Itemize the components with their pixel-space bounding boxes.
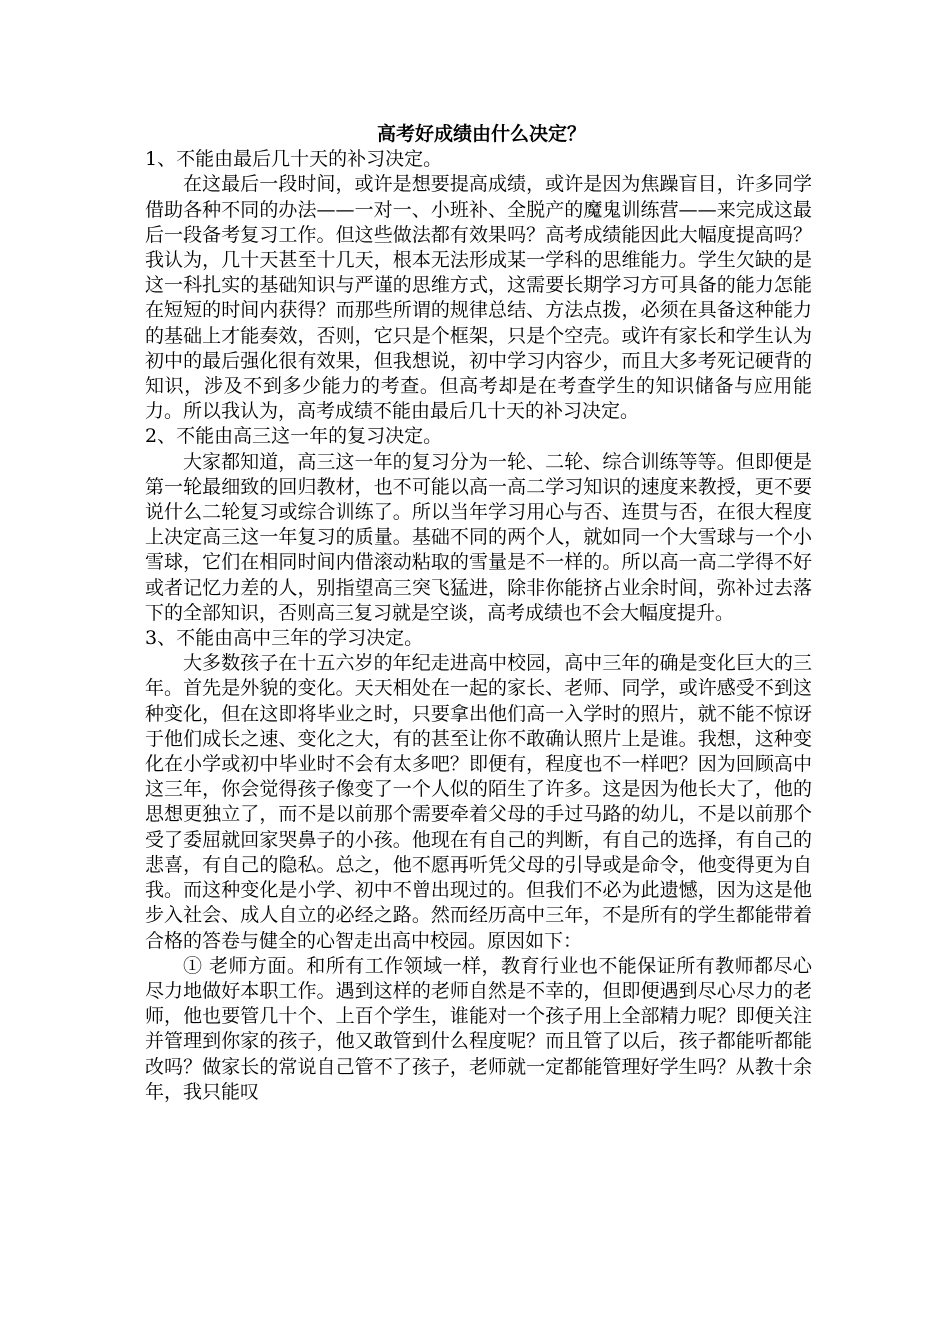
section-heading-2: 2、不能由高三这一年的复习决定。 [145,425,443,448]
section-1-paragraph-1: 在这最后一段时间，或许是想要提高成绩，或许是因为焦躁盲目，许多同学借助各种不同的办法——一对一、小班补、全脱产的魔鬼训练营——来完成这最后一段备考复习工作。但这些做法都有效果吗？高考成绩能因此大幅度提高吗？我认为，几十天甚至十几天，根本无法形成某一学科的思维能力。学生欠缺的是这一科扎实的基础知识与严谨的思维方式，这需要长期学习方可具备的能力怎能在短短的时间内获得？而那些所谓的规律总结、方法点拨，必须在具备这种能力的基础上才能奏效，否则，它只是个框架，只是个空壳。或许有家长和学生认为初中的最后强化很有效果，但我想说，初中学习内容少，而且大多考死记硬背的知识，涉及不到多少能力的考查。但高考却是在考查学生的知识储备与应用能力。所以我认为，高考成绩不能由最后几十天的补习决定。 [145,173,812,423]
section-3-paragraph-1: 大多数孩子在十五六岁的年纪走进高中校园，高中三年的确是变化巨大的三年。首先是外貌的变化。天天相处在一起的家长、老师、同学，或许感受不到这种变化，但在这即将毕业之时，只要拿出他们高一入学时的照片，就不能不惊讶于他们成长之速、变化之大，有的甚至让你不敢确认照片上是谁。我想，这种变化在小学或初中毕业时不会有太多吧？即便有，程度也不一样吧？因为回顾高中这三年，你会觉得孩子像变了一个人似的陌生了许多。这是因为他长大了，他的思想更独立了，而不是以前那个需要牵着父母的手过马路的幼儿，不是以前那个受了委屈就回家哭鼻子的小孩。他现在有自己的判断，有自己的选择，有自己的悲喜，有自己的隐私。总之，他不愿再听凭父母的引导或是命令，他变得更为自我。而这种变化是小学、初中不曾出现过的。但我们不必为此遗憾，因为这是他步入社会、成人自立的必经之路。然而经历高中三年，不是所有的学生都能带着合格的答卷与健全的心智走出高中校园。原因如下： [145,652,812,952]
section-heading-1: 1、不能由最后几十天的补习决定。 [145,148,443,171]
section-2-paragraph-1: 大家都知道，高三这一年的复习分为一轮、二轮、综合训练等等。但即便是第一轮最细致的回归教材，也不可能以高一高二学习知识的速度来教授，更不要说什么二轮复习或综合训练了。所以当年学习用心与否、连贯与否，在很大程度上决定高三这一年复习的质量。基础不同的两个人，就如同一个大雪球与一个小雪球，它们在相同时间内借滚动粘取的雪量是不一样的。所以高一高二学得不好或者记忆力差的人，别指望高三突飞猛进，除非你能挤占业余时间，弥补过去落下的全部知识，否则高三复习就是空谈，高考成绩也不会大幅度提升。 [145,450,812,624]
page-title: 高考好成绩由什么决定？ [376,123,586,145]
document-page [145,122,812,1105]
section-3-paragraph-2: ① 老师方面。和所有工作领域一样，教育行业也不能保证所有教师都尽心尽力地做好本职工作。遇到这样的老师自然是不幸的，但即便遇到尽心尽力的老师，他也要管几十个、上百个学生，谁能对一个孩子用上全部精力呢？即便关注并管理到你家的孩子，他又敢管到什么程度呢？而且管了以后，孩子都能听都能改吗？做家长的常说自己管不了孩子，老师就一定都能管理好学生吗？从教十余年，我只能叹 [145,954,812,1103]
section-heading-3: 3、不能由高中三年的学习决定。 [145,627,424,650]
